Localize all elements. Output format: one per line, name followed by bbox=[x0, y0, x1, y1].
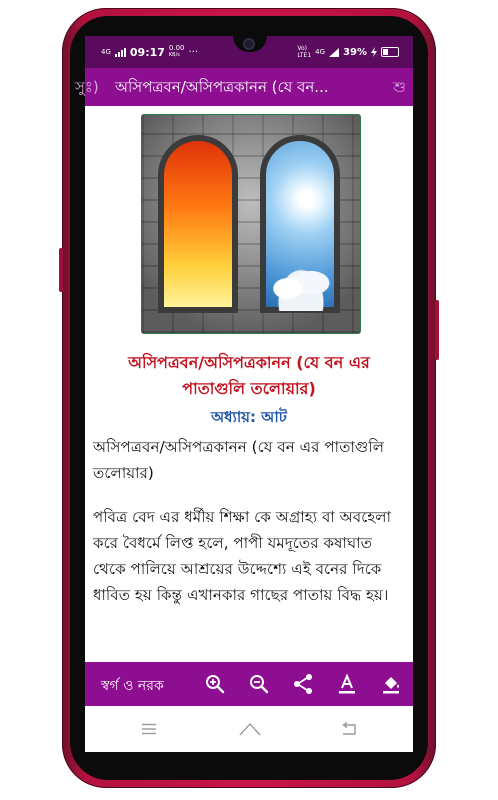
menu-icon[interactable] bbox=[141, 723, 157, 735]
net-speed-value: 0.00 bbox=[168, 44, 185, 52]
signal-strength-icon bbox=[329, 48, 339, 57]
article-heading: অসিপত্রবন/অসিপত্রকানন (যে বন এর পাতাগুলি তলোয়ার) bbox=[128, 353, 370, 398]
zoom-in-icon[interactable] bbox=[203, 672, 227, 696]
illustration-image bbox=[141, 114, 361, 334]
clock: 09:17 bbox=[129, 45, 165, 59]
zoom-out-icon[interactable] bbox=[247, 672, 271, 696]
front-camera bbox=[243, 38, 255, 50]
fire-gate-arch bbox=[158, 135, 238, 313]
article-content[interactable] bbox=[85, 106, 413, 692]
home-icon[interactable] bbox=[239, 722, 261, 736]
paragraph: পবিত্র বেদ এর ধর্মীয় শিক্ষা কে অগ্রাহ্য বা অবহেলা করে বৈধর্মে লিপ্ত হলে, পাপী যমদূতের কষাঘাত থেকে পালিয়ে আশ্রয়ের উদ্দেশ্যে এই বনের দিকে ধাবিত হয় কিন্তু এখানকার গাছের পাতায় বিদ্ধ হয়। bbox=[93, 508, 392, 604]
network-type-label: 4G bbox=[101, 47, 111, 56]
lte-label: LTE1 bbox=[297, 52, 312, 59]
fill-color-icon[interactable] bbox=[379, 672, 403, 696]
next-page-title[interactable]: শু bbox=[393, 78, 406, 96]
app-title: স্বর্গ ও নরক bbox=[101, 678, 164, 694]
power-button bbox=[435, 300, 439, 360]
paragraph: অসিপত্রবন/অসিপত্রকানন (যে বন এর পাতাগুলি তলোয়ার) bbox=[93, 438, 385, 482]
volte-label: Vo) bbox=[297, 45, 308, 52]
net-speed-unit: KB/s bbox=[168, 52, 180, 58]
status-bar bbox=[85, 36, 413, 68]
back-icon[interactable] bbox=[341, 722, 357, 736]
bottom-toolbar bbox=[85, 662, 413, 706]
previous-page-title[interactable]: সুঃ) bbox=[75, 78, 99, 96]
charging-icon bbox=[371, 47, 377, 57]
battery-icon bbox=[381, 47, 399, 57]
more-notifications-icon: ··· bbox=[188, 46, 199, 58]
cloud-shape bbox=[268, 255, 334, 311]
system-nav-bar bbox=[85, 706, 413, 752]
article-body bbox=[93, 434, 409, 626]
share-icon[interactable] bbox=[291, 672, 315, 696]
title-bar bbox=[75, 68, 413, 106]
chapter-label: অধ্যায়: আট bbox=[211, 408, 287, 426]
volume-button bbox=[59, 248, 63, 292]
battery-percent: 39% bbox=[343, 46, 367, 58]
signal-icon bbox=[115, 48, 126, 57]
font-color-icon[interactable] bbox=[335, 672, 359, 696]
current-page-title: অসিপত্রবন/অসিপত্রকানন (যে বন... bbox=[115, 78, 329, 96]
phone-screen bbox=[75, 36, 413, 752]
network-type-right: 4G bbox=[315, 47, 326, 56]
